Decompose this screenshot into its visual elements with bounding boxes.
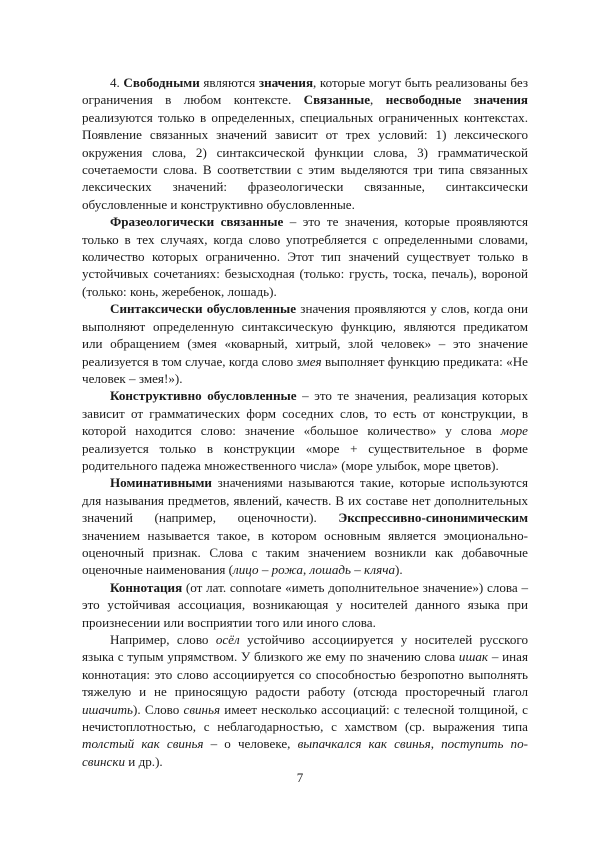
paragraph-syntactic-meanings: Синтаксически обусловленные значения проявляются у слов, когда они выполняют определенную синтаксическую функцию, являются предикатом или обращением (змея «коварный, хитрый, злой человек» – это значение реализуется в том случае, когда слово змея выполняет функцию предиката: «Не человек – змея!»).: [82, 301, 528, 386]
bold-term: Конструктивно обусловленные: [110, 388, 297, 404]
paragraph-connotation: Коннотация (от лат. connotare «иметь дополнительное значение») слова – это устойчивая ассоциация, возникающая у носителей данного языка при произнесении или восприятии того или иного слова.: [82, 579, 528, 630]
italic-example: лошадь – кляча: [309, 562, 396, 578]
italic-example: ишачить: [82, 701, 134, 717]
bold-term: Экспрессивно-синонимическим: [338, 510, 528, 526]
bold-term: Фразеологически связанные: [110, 214, 284, 230]
bold-term: Связанные: [303, 92, 371, 108]
paragraph-free-meanings: 4. Свободными являются значения, которые могут быть реализованы без ограничения в любом контексте. Связанные, несвободные значения реализуются только в определенных, специальных ограниченных контекстах. Появление связанных значений зависит от трех условий: 1) лексического окружения слова, 2) синтаксической функции слова, 3) грамматической сочетаемости слова. В соответствии с этим выделяются три типа связанных лексических значений: фразеологически связанные, синтаксически обусловленные и конструктивно обусловленные.: [82, 75, 529, 212]
bold-term: значения: [258, 75, 314, 90]
bold-term: Номинативными: [110, 475, 212, 491]
italic-example: свинья: [183, 701, 221, 717]
paragraph-connotation-examples: Например, слово осёл устойчиво ассоциируется у носителей русского языка с тупым упрямством. У близкого же ему по значению слова ишак – иная коннотация: это слово ассоциируется со способностью безропотно выполнять тяжелую и не приносящую радости работу (отсюда просторечный глагол ишачить). Слово свинья имеет несколько ассоциаций: с телесной толщиной, с нечистоплотностью, с неблагодарностью, с хамством (ср. выражения типа толстый как свинья – о человеке, выпачкался как свинья, поступить по-свински и др.).: [82, 632, 528, 769]
italic-example: змея: [296, 353, 322, 369]
page-number: 7: [296, 770, 304, 785]
bold-term: Свободными: [123, 75, 200, 90]
bold-term: несвободные значения: [385, 92, 529, 108]
paragraph-nominative-meanings: Номинативными значениями называются такие, которые используются для называния предметов, явлений, качеств. В их составе нет дополнительных значений (например, оценочности). Экспрессивно-синонимическим значением называется такое, в котором основным является эмоционально-оценочный признак. Слова с таким значением возникли как добавочные оценочные наименования (лицо – рожа, лошадь – кляча).: [82, 475, 528, 578]
bold-term: Коннотация: [110, 579, 183, 595]
italic-example: лицо – рожа: [233, 562, 303, 578]
bold-term: Синтаксически обусловленные: [110, 301, 297, 317]
italic-example: море: [500, 423, 528, 439]
italic-example: выпачкался как свинья: [297, 736, 431, 752]
italic-example: осёл: [215, 632, 240, 647]
italic-example: ишак: [458, 649, 489, 665]
paragraph-phraseological-meanings: Фразеологически связанные – это те значения, которые проявляются только в тех случаях, когда слово употребляется с определенными словами, количество которых ограниченно. Этот тип значений существует только в устойчивых сочетаниях: безысходная (только: грусть, тоска, печаль), вороной (только: конь, жеребенок, лошадь).: [82, 214, 528, 299]
paragraph-constructive-meanings: Конструктивно обусловленные – это те значения, реализация которых зависит от грамматических форм соседних слов, то есть от конструкции, в которой находится слово: значение «большое количество» у слова море реализуется только в конструкции «море + существительное в форме родительного падежа множественного числа» (море улыбок, море цветов).: [82, 388, 528, 473]
body-text: [82, 74, 528, 770]
italic-example: поступить по-свински: [82, 736, 528, 769]
italic-example: толстый как свинья: [82, 736, 204, 752]
